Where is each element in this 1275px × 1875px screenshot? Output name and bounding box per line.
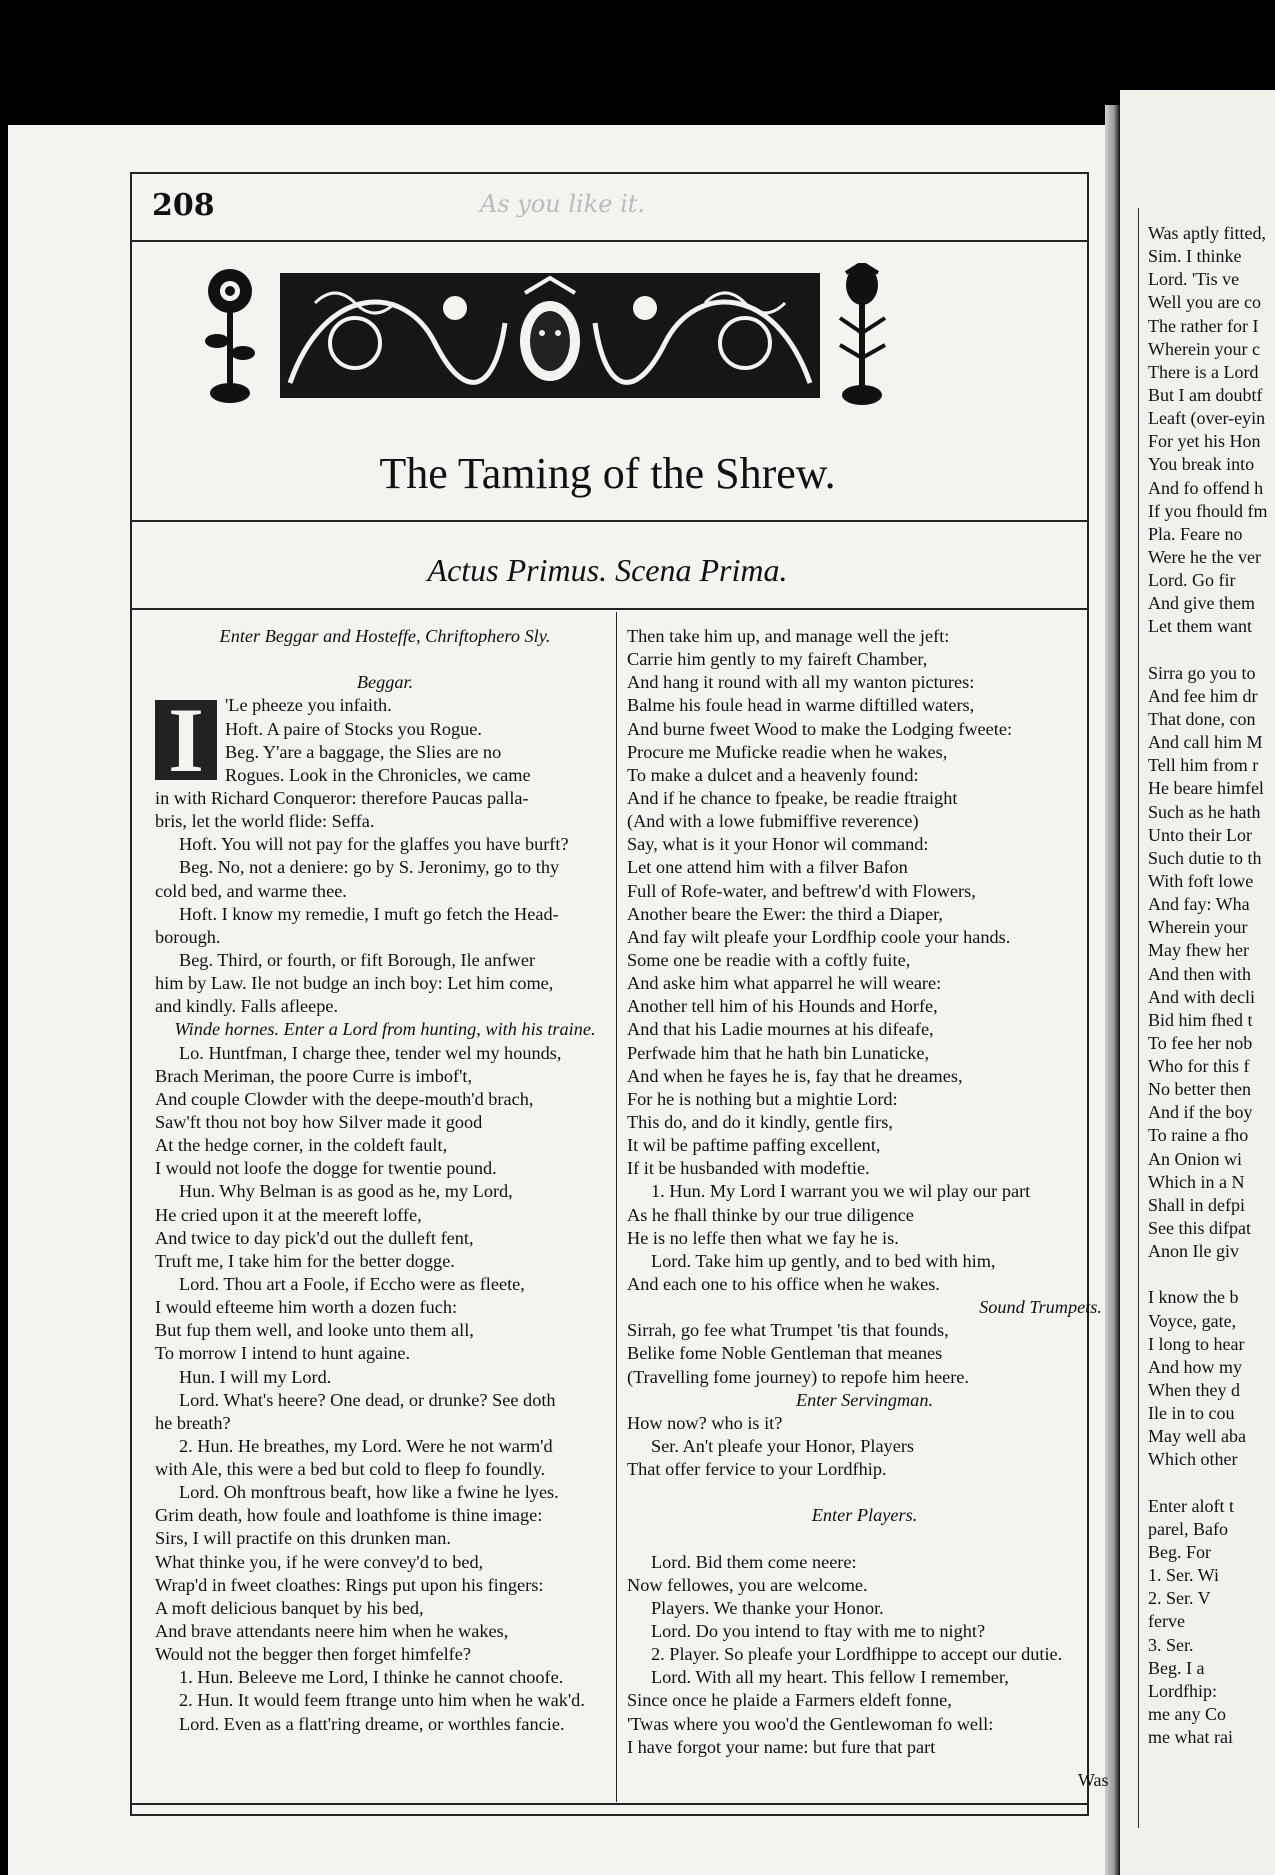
fragment-line bbox=[1148, 639, 1275, 662]
act-scene-heading: Actus Primus. Scena Prima. bbox=[427, 552, 788, 588]
text-line: 'Le pheeze you infaith. bbox=[225, 695, 392, 716]
fragment-line: And with decli bbox=[1148, 986, 1255, 1007]
text-line: Belike fome Noble Gentleman that meanes bbox=[627, 1343, 943, 1364]
fragment-line: Pla. Feare no bbox=[1148, 523, 1243, 544]
fragment-line: Such dutie to th bbox=[1148, 847, 1262, 868]
catchword: Was bbox=[1078, 1770, 1109, 1790]
text-line: Another tell him of his Hounds and Horfe, bbox=[627, 996, 938, 1017]
fragment-line: Such as he hath bbox=[1148, 801, 1261, 822]
text-line: I would efteeme him worth a dozen fuch: bbox=[155, 1297, 458, 1318]
text-line: To morrow I intend to hunt againe. bbox=[155, 1343, 411, 1364]
text-line: Beg. Y'are a baggage, the Slies are no bbox=[225, 741, 502, 762]
text-line: He is no leffe then what we fay he is. bbox=[627, 1227, 899, 1248]
fragment-line: May well aba bbox=[1148, 1426, 1246, 1447]
text-line: Sirs, I will practife on this drunken man. bbox=[155, 1528, 451, 1549]
text-line: For he is nothing but a mightie Lord: bbox=[627, 1088, 898, 1109]
fragment-line: me any Co bbox=[1148, 1704, 1226, 1724]
fragment-line: To fee her nob bbox=[1148, 1032, 1253, 1053]
text-line: And that his Ladie mournes at his difeafe, bbox=[627, 1019, 934, 1040]
text-line: Sirrah, go fee what Trumpet 'tis that founds, bbox=[627, 1320, 949, 1341]
text-line: Beggar. bbox=[356, 672, 414, 693]
thistle-ornament-icon bbox=[840, 263, 885, 405]
text-line: (And with a lowe fubmiffive reverence) bbox=[627, 811, 919, 832]
fragment-line: The rather for I bbox=[1148, 315, 1259, 336]
fragment-line: You break into bbox=[1148, 454, 1255, 475]
text-line: Truft me, I take him for the better dogge. bbox=[155, 1250, 455, 1271]
text-line: Hoft. You will not pay for the glaffes you have burft? bbox=[179, 834, 569, 855]
fragment-line: Well you are co bbox=[1148, 292, 1262, 313]
fragment-line: Enter aloft t bbox=[1148, 1495, 1234, 1516]
text-line: As he fhall thinke by our true diligence bbox=[627, 1204, 914, 1225]
next-page-frame bbox=[1138, 208, 1139, 1828]
text-line: Carrie him gently to my faireft Chamber, bbox=[627, 649, 928, 670]
column-divider bbox=[616, 612, 617, 1802]
text-line: Lord. Thou art a Foole, if Eccho were as fleete, bbox=[179, 1273, 525, 1294]
header-rule bbox=[130, 240, 1087, 242]
fragment-line: 1. Ser. Wi bbox=[1148, 1565, 1219, 1586]
text-line: 'Twas where you woo'd the Gentlewoman fo well: bbox=[627, 1713, 994, 1734]
text-line: But fup them well, and looke unto them all, bbox=[155, 1320, 474, 1341]
text-line: Now fellowes, you are welcome. bbox=[627, 1574, 868, 1595]
text-line: And hang it round with all my wanton pictures: bbox=[627, 672, 975, 693]
fragment-line: He beare himfel bbox=[1148, 778, 1264, 799]
fragment-line: And fee him dr bbox=[1148, 685, 1258, 706]
drop-cap-initial: I bbox=[155, 700, 217, 780]
text-line: How now? who is it? bbox=[627, 1412, 783, 1433]
fragment-line: Bid him fhed t bbox=[1148, 1009, 1253, 1030]
text-line: Then take him up, and manage well the jeft: bbox=[627, 626, 950, 646]
text-line: Hun. I will my Lord. bbox=[179, 1366, 332, 1387]
text-line: Lord. Oh monftrous beaft, how like a fwine he lyes. bbox=[179, 1482, 559, 1503]
text-line: Lord. Even as a flatt'ring dreame, or worthles fancie. bbox=[179, 1713, 565, 1734]
text-line: If it be husbanded with modeftie. bbox=[627, 1158, 870, 1179]
text-line: And brave attendants neere him when he wakes, bbox=[155, 1621, 509, 1642]
show-through-text: As you like it. bbox=[480, 190, 646, 218]
fragment-line: If you fhould fm bbox=[1148, 500, 1268, 521]
text-line: 1. Hun. Beleeve me Lord, I thinke he cannot choofe. bbox=[179, 1667, 564, 1688]
text-line: bris, let the world flide: Seffa. bbox=[155, 811, 375, 832]
fragment-line: Beg. I a bbox=[1148, 1657, 1205, 1678]
text-line: Perfwade him that he hath bin Lunaticke, bbox=[627, 1042, 930, 1063]
text-line: him by Law. Ile not budge an inch boy: Let him come, bbox=[155, 973, 554, 994]
fragment-line: That done, con bbox=[1148, 708, 1256, 729]
text-line: with Ale, this were a bed but cold to fleep fo foundly. bbox=[155, 1459, 546, 1480]
text-line: And if he chance to fpeake, be readie ftraight bbox=[627, 787, 958, 808]
text-line: And burne fweet Wood to make the Lodging fweete: bbox=[627, 718, 1013, 739]
text-line: And fay wilt pleafe your Lordfhip coole your hands. bbox=[627, 926, 1011, 947]
fragment-line: Wherein your bbox=[1148, 917, 1248, 938]
fragment-line: And call him M bbox=[1148, 732, 1263, 753]
fragment-line: Were he the ver bbox=[1148, 546, 1261, 567]
fragment-line: Unto their Lor bbox=[1148, 824, 1252, 845]
fragment-line: And how my bbox=[1148, 1356, 1242, 1377]
text-line: Full of Rofe-water, and beftrew'd with Flowers, bbox=[627, 880, 976, 901]
fragment-line: 3. Ser. bbox=[1148, 1634, 1194, 1655]
fragment-line: There is a Lord bbox=[1148, 361, 1259, 382]
fragment-line: me what rai bbox=[1148, 1727, 1233, 1748]
fragment-line: parel, Bafo bbox=[1148, 1518, 1228, 1539]
text-line: I have forgot your name: but fure that part bbox=[627, 1736, 936, 1757]
fragment-line: May fhew her bbox=[1148, 940, 1249, 961]
text-line: Winde hornes. Enter a Lord from hunting, with his traine. bbox=[174, 1019, 596, 1040]
central-woodcut-icon bbox=[280, 273, 820, 398]
fragment-line: And give them bbox=[1148, 593, 1255, 614]
text-line bbox=[627, 1527, 1102, 1550]
fragment-line: Lord. Go fir bbox=[1148, 570, 1236, 591]
fragment-line: Leaft (over-eyin bbox=[1148, 408, 1266, 429]
text-line: A moft delicious banquet by his bed, bbox=[155, 1597, 424, 1618]
fragment-line bbox=[1148, 1472, 1275, 1495]
next-page-text-fragments bbox=[1148, 222, 1275, 1749]
fragment-line: Anon Ile giv bbox=[1148, 1241, 1239, 1262]
fragment-line: To raine a fho bbox=[1148, 1125, 1249, 1146]
fragment-line: Beg. For bbox=[1148, 1542, 1211, 1563]
text-line: and kindly. Falls afleepe. bbox=[155, 996, 339, 1017]
text-line: Rogues. Look in the Chronicles, we came bbox=[225, 764, 531, 785]
text-line: This do, and do it kindly, gentle firs, bbox=[627, 1111, 893, 1132]
text-line: Wrap'd in fweet cloathes: Rings put upon his fingers: bbox=[155, 1574, 544, 1595]
text-line: Ser. An't pleafe your Honor, Players bbox=[651, 1435, 915, 1456]
rose-ornament-icon bbox=[205, 263, 260, 423]
fragment-line: Let them want bbox=[1148, 616, 1252, 637]
text-line: Saw'ft thou not boy how Silver made it good bbox=[155, 1111, 483, 1132]
bottom-rule bbox=[130, 1803, 1087, 1805]
text-line: That offer fervice to your Lordfhip. bbox=[627, 1459, 887, 1480]
text-line: And twice to day pick'd out the dulleft fent, bbox=[155, 1227, 474, 1248]
act-rule bbox=[130, 608, 1087, 610]
text-line: Lord. Do you intend to ftay with me to night? bbox=[651, 1621, 986, 1642]
text-line: Enter Beggar and Hosteffe, Chriftophero Sly. bbox=[219, 626, 551, 646]
text-line: Another beare the Ewer: the third a Diaper, bbox=[627, 903, 944, 924]
fragment-line: Sirra go you to bbox=[1148, 662, 1256, 683]
text-line: Say, what is it your Honor wil command: bbox=[627, 834, 929, 855]
book-spine bbox=[1105, 105, 1120, 1875]
play-title: The Taming of the Shrew. bbox=[379, 449, 836, 498]
text-line: borough. bbox=[155, 926, 221, 947]
fragment-line: Who for this f bbox=[1148, 1056, 1250, 1077]
text-line: Hoft. A paire of Stocks you Rogue. bbox=[225, 718, 482, 739]
right-text-column bbox=[627, 625, 1102, 1759]
text-line: What thinke you, if he were convey'd to bed, bbox=[155, 1551, 484, 1572]
text-line: 1. Hun. My Lord I warrant you we wil play our part bbox=[651, 1181, 1031, 1202]
fragment-line: 2. Ser. V bbox=[1148, 1588, 1211, 1609]
fragment-line: Sim. I thinke bbox=[1148, 246, 1242, 267]
text-line: At the hedge corner, in the coldeft fault, bbox=[155, 1135, 448, 1156]
text-line: Lord. Bid them come neere: bbox=[651, 1551, 857, 1572]
fragment-line: Lord. 'Tis ve bbox=[1148, 269, 1240, 290]
text-line: Brach Meriman, the poore Curre is imbof't, bbox=[155, 1065, 473, 1086]
fragment-line: No better then bbox=[1148, 1079, 1251, 1100]
fragment-line: Which other bbox=[1148, 1449, 1238, 1470]
page-number: 208 bbox=[152, 188, 215, 223]
text-line: Since once he plaide a Farmers eldeft fonne, bbox=[627, 1690, 952, 1711]
text-line: Beg. Third, or fourth, or fift Borough, Ile anfwer bbox=[179, 949, 536, 970]
text-line bbox=[627, 1481, 1102, 1504]
text-line: Enter Servingman. bbox=[795, 1389, 934, 1410]
text-line: Would not the begger then forget himfelfe? bbox=[155, 1644, 471, 1665]
fragment-line: Was aptly fitted, bbox=[1148, 223, 1267, 243]
text-line: And each one to his office when he wakes. bbox=[627, 1273, 940, 1294]
text-line: Players. We thanke your Honor. bbox=[651, 1597, 884, 1618]
fragment-line: Which in a N bbox=[1148, 1171, 1245, 1192]
text-line: And couple Clowder with the deepe-mouth'd brach, bbox=[155, 1088, 534, 1109]
text-line: He cried upon it at the meereft loffe, bbox=[155, 1204, 422, 1225]
text-line: 2. Hun. It would feem ftrange unto him when he wak'd. bbox=[179, 1690, 585, 1711]
fragment-line: An Onion wi bbox=[1148, 1148, 1242, 1169]
text-line: Lord. Take him up gently, and to bed with him, bbox=[651, 1250, 996, 1271]
text-line: Beg. No, not a deniere: go by S. Jeronimy, go to thy bbox=[179, 857, 560, 878]
fragment-line: I long to hear bbox=[1148, 1333, 1245, 1354]
text-line: Grim death, how foule and loathfome is thine image: bbox=[155, 1505, 543, 1526]
text-line: 2. Hun. He breathes, my Lord. Were he not warm'd bbox=[179, 1435, 553, 1456]
text-line bbox=[155, 648, 615, 671]
fragment-line: When they d bbox=[1148, 1380, 1240, 1401]
text-line: Lord. With all my heart. This fellow I remember, bbox=[651, 1667, 1009, 1688]
text-line: Hun. Why Belman is as good as he, my Lord, bbox=[179, 1181, 513, 1202]
fragment-line: I know the b bbox=[1148, 1287, 1239, 1308]
text-line: Hoft. I know my remedie, I muft go fetch the Head- bbox=[179, 903, 559, 924]
fragment-line: And then with bbox=[1148, 963, 1251, 984]
title-rule bbox=[130, 520, 1087, 522]
fragment-line: But I am doubtf bbox=[1148, 384, 1263, 405]
text-line: Some one be readie with a coftly fuite, bbox=[627, 949, 911, 970]
fragment-line: See this difpat bbox=[1148, 1218, 1251, 1239]
text-line: It wil be paftime paffing excellent, bbox=[627, 1135, 881, 1156]
fragment-line: Shall in defpi bbox=[1148, 1194, 1245, 1215]
text-line: Lord. What's heere? One dead, or drunke? See doth bbox=[179, 1389, 556, 1410]
text-line: 2. Player. So pleafe your Lordfhippe to accept our dutie. bbox=[651, 1644, 1063, 1665]
text-line: To make a dulcet and a heavenly found: bbox=[627, 764, 919, 785]
fragment-line: Ile in to cou bbox=[1148, 1403, 1235, 1424]
ornamental-woodcut-banner bbox=[205, 263, 895, 423]
left-text-column bbox=[155, 625, 615, 1736]
text-line: Balme his foule head in warme diftilled waters, bbox=[627, 695, 975, 716]
text-line: (Travelling fome journey) to repofe him heere. bbox=[627, 1366, 969, 1387]
fragment-line: With foft lowe bbox=[1148, 870, 1254, 891]
fragment-line: Voyce, gate, bbox=[1148, 1310, 1237, 1331]
text-line: Lo. Huntfman, I charge thee, tender wel my hounds, bbox=[179, 1042, 562, 1063]
text-line: Let one attend him with a filver Bafon bbox=[627, 857, 908, 878]
text-line: And when he fayes he is, fay that he dreames, bbox=[627, 1065, 963, 1086]
fragment-line: For yet his Hon bbox=[1148, 431, 1261, 452]
fragment-line: And if the boy bbox=[1148, 1102, 1253, 1123]
text-line: he breath? bbox=[155, 1412, 231, 1433]
text-line: I would not loofe the dogge for twentie pound. bbox=[155, 1158, 497, 1179]
fragment-line: Wherein your c bbox=[1148, 338, 1260, 359]
fragment-line: And fo offend h bbox=[1148, 477, 1264, 498]
text-line: cold bed, and warme thee. bbox=[155, 880, 347, 901]
text-line: Procure me Muficke readie when he wakes, bbox=[627, 741, 948, 762]
fragment-line bbox=[1148, 1263, 1275, 1286]
fragment-line: Tell him from r bbox=[1148, 755, 1259, 776]
text-line: Enter Players. bbox=[811, 1505, 918, 1526]
fragment-line: ferve bbox=[1148, 1611, 1185, 1632]
text-line: Sound Trumpets. bbox=[979, 1297, 1102, 1318]
fragment-line: And fay: Wha bbox=[1148, 894, 1250, 915]
text-line: And aske him what apparrel he will weare: bbox=[627, 973, 942, 994]
fragment-line: Lordfhip: bbox=[1148, 1680, 1217, 1701]
text-line: in with Richard Conqueror: therefore Paucas palla- bbox=[155, 787, 529, 808]
